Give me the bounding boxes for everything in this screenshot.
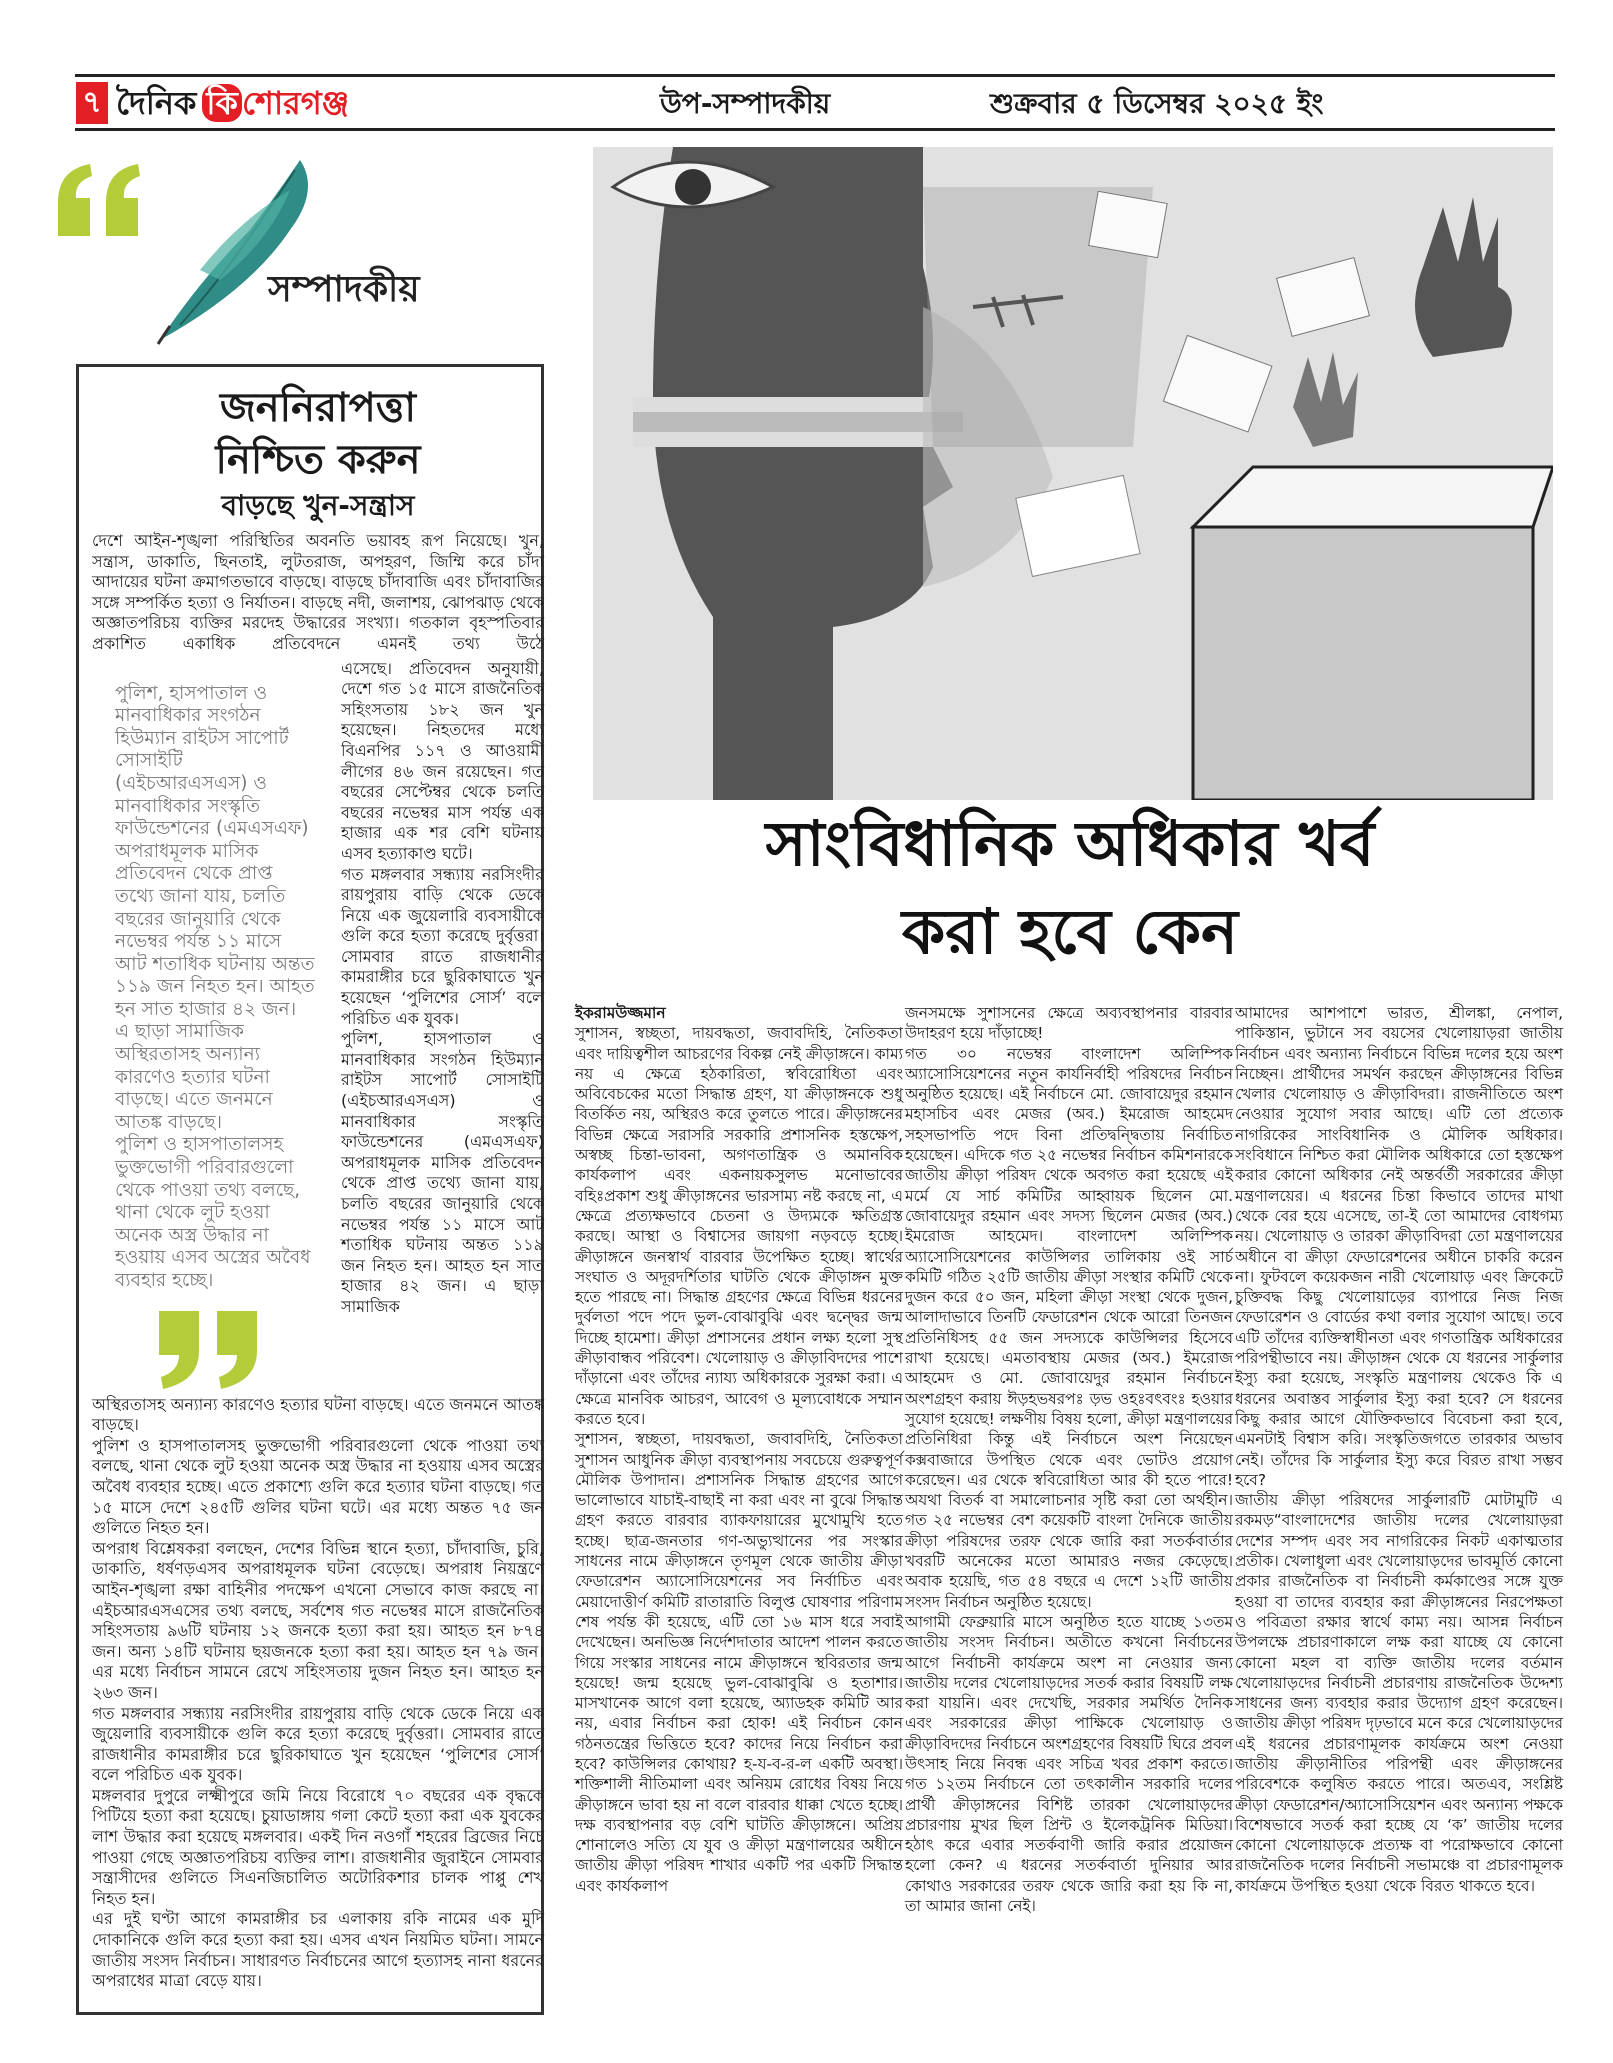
editorial-box (76, 364, 544, 2015)
article-column-2 (905, 1003, 1233, 1916)
newspaper-logo (116, 80, 349, 126)
paragraph: পুলিশ ও হাসপাতালসহ ভুক্তভোগী পরিবারগুলো থেকে পাওয়া তথ্য বলছে, থানা থেকে লুট হওয়া অনেক অস্ত্র উদ্ধার না হওয়ায় এসব অস্ত্রের অবৈধ ব্যবহার হচ্ছে। এতে প্রকাশ্যে গুলি করে হত্যার ঘটনা বাড়ছে। গত ১৫ মাসে দেশে ২৪৫টি গুলির ঘটনা ঘটে। এর মধ্যে অন্তত ৭৫ জন গুলিতে নিহত হন। (92, 1435, 544, 1538)
masthead-bottom-rule (75, 128, 1555, 131)
paper-name-rest: শোরগঞ্জ (241, 84, 350, 122)
pull-quote-paragraph: পুলিশ ও হাসপাতালসহ ভুক্তভোগী পরিবারগুলো থেকে পাওয়া তথ্য বলছে, থানা থেকে লুট হওয়া অনেক অস্ত্র উদ্ধার না হওয়ায় এসব অস্ত্রের অবৈধ ব্যবহার হচ্ছে। (115, 1134, 311, 1291)
page-number: ৭ (76, 82, 108, 124)
article-illustration (593, 147, 1553, 800)
paragraph: গত মঙ্গলবার সন্ধ্যায় নরসিংদীর রায়পুরায় বাড়ি থেকে ডেকে নিয়ে এক জুয়েলারি ব্যবসায়ীকে গুলি করে হত্যা করেছে দুর্বৃত্তরা। সোমবার রাতে রাজধানীর কামরাঙ্গীর চরে ছুরিকাঘাতে খুন হয়েছেন ‘পুলিশের সোর্স’ বলে পরিচিত এক যুবক। (341, 864, 544, 1028)
pull-quote (115, 683, 315, 1391)
paragraph: আগামী ফেব্রুয়ারি মাসে অনুষ্ঠিত হতে যাচ্ছে ১৩তম জাতীয় সংসদ নির্বাচন। অতীতে কখনো নির্বাচনের আগে নির্বাচনী কার্যক্রমে অংশ না নেওয়ার জন্য জাতীয় দলের খেলোয়াড়দের সতর্ক করার বিষয়টি লক্ষ করা যায়নি। এবং দেখেছি, সরকার সমর্থিত দৈনিক এবং সরকারের ক্রীড়া পাক্ষিকে খেলোয়াড় ও ক্রীড়াবিদদের নির্বাচনে অংশগ্রহণের বিষয়টি ঘিরে প্রবল উৎসাহ নিয়ে নিবন্ধ এবং সচিত্র খবর প্রকাশ করতে। গত ১২তম নির্বাচনে তো তৎকালীন সরকারি দলের প্রার্থী ক্রীড়াঙ্গনের বিশিষ্ট তারকা খেলোয়াড়দের প্রচারণায় মুখর ছিল প্রিন্ট ও ইলেকট্রনিক মিডিয়া। হঠাৎ করে এবার সতর্কবাণী জারি করার প্রয়োজন হলো কেন? এ ধরনের সতর্কবার্তা দুনিয়ার আর কোথাও সরকারের তরফ থেকে জারি করা হয় কি না, তা আমার জানা নেই। (905, 1612, 1233, 1916)
issue-date: শুক্রবার ৫ ডিসেম্বর ২০২৫ ইং (990, 87, 1324, 120)
headline-line2: করা হবে কেন (901, 895, 1239, 968)
editorial-intro (92, 531, 544, 655)
masthead-top-rule (75, 74, 1555, 77)
editorial-label: সম্পাদকীয় (268, 269, 420, 310)
paragraph: জাতীয় ক্রীড়া পরিষদের সার্কুলারটি মোটামুটি এ রকমড়“বাংলাদেশের জাতীয় দলের খেলোয়াড়রা দেশের সম্পদ এবং সব নাগরিকের নিকট একাত্মতার প্রতীক। খেলাধুলা এবং খেলোয়াড়দের ভাবমূর্তি কোনো প্রকার রাজনৈতিক বা নির্বাচনী কর্মকাণ্ডের সঙ্গে যুক্ত হওয়া বা তাদের ব্যবহার করা ক্রীড়াঙ্গনের নিরপেক্ষতা ও পবিত্রতা রক্ষার স্বার্থে কাম্য নয়। আসন্ন নির্বাচন উপলক্ষে প্রচারণাকালে লক্ষ করা যাচ্ছে যে কোনো কোনো মহল বা ব্যক্তি জাতীয় দলের বর্তমান খেলোয়াড়দের নির্বাচনী প্রচারণায় রাজনৈতিক উদ্দেশ্য সাধনের জন্য ব্যবহার করার উদ্যোগ গ্রহণ করেছেন। জাতীয় ক্রীড়া পরিষদ দৃঢ়ভাবে মনে করে খেলোয়াড়দের এই ধরনের প্রচারণামূলক কার্যক্রমে অংশ নেওয়া জাতীয় ক্রীড়ানীতির পরিপন্থী এবং ক্রীড়াঙ্গনের পরিবেশকে কলুষিত করতে পারে। অতএব, সংশ্লিষ্ট ক্রীড়া ফেডারেশন/অ্যাসোসিয়েশন এবং অন্যান্য পক্ষকে বিশেষভাবে সতর্ক করা হচ্ছে যে ‘ক’ জাতীয় দলের কোনো খেলোয়াড়কে প্রত্যক্ষ বা পরোক্ষভাবে কোনো রাজনৈতিক দলের নির্বাচনী সভামঞ্চে বা প্রচারণামূলক কার্যক্রমে উপস্থিত হওয়া থেকে বিরত থাকতে হবে। (1235, 1491, 1563, 1895)
paper-prefix: দৈনিক (116, 84, 197, 122)
paragraph: অপরাধ বিশ্লেষকরা বলছেন, দেশের বিভিন্ন স্থানে হত্যা, চাঁদাবাজি, চুরি, ডাকাতি, ধর্ষণড়এসব অপরাধমূলক ঘটনা বেড়েছে। অপরাধ নিয়ন্ত্রণে আইন-শৃঙ্খলা রক্ষা বাহিনীর পদক্ষেপ এখনো সেভাবে কাজ করছে না। এইচআরএসএসের তথ্য বলছে, সর্বশেষ গত নভেম্বর মাসে রাজনৈতিক সহিংসতায় ৯৬টি ঘটনায় ১২ জনকে হত্যা করা হয়। আহত হন ৮৭৪ জন। অন্য ১৪টি ঘটনায় ছয়জনকে হত্যা করা হয়। আহত হন ৭৯ জন। এর মধ্যে নির্বাচন সামনে রেখে সহিংসতায় দুজন নিহত হন। আহত হন ২৬৩ জন। (92, 1538, 544, 1702)
quote-close-icon (155, 1311, 265, 1391)
paragraph: অস্থিরতাসহ অন্যান্য কারণেও হত্যার ঘটনা বাড়ছে। এতে জনমনে আতঙ্ক বাড়ছে। (92, 1394, 544, 1435)
paragraph: সুশাসন, স্বচ্ছতা, দায়বদ্ধতা, জবাবদিহি, নৈতিকতা সুশাসন আধুনিক ক্রীড়া ব্যবস্থাপনায় সবচেয়ে গুরুত্বপূর্ণ মৌলিক উপাদান। প্রশাসনিক সিদ্ধান্ত গ্রহণের আগে ভালোভাবে যাচাই-বাছাই না করা এবং না বুঝে সিদ্ধান্ত গ্রহণ করতে বারবার ব্যাকফায়ারের মুখোমুখি হতে হচ্ছে। ছাত্র-জনতার গণ-অভ্যুত্থানের পর সংস্কার সাধনের নামে ক্রীড়াঙ্গনে তৃণমূল থেকে জাতীয় ক্রীড়া ফেডারেশন অ্যাসোসিয়েশনের সব নির্বাচিত এবং মেয়াদোত্তীর্ণ কমিটি রাতারাতি বিলুপ্ত ঘোষণার পরিণাম শেষ পর্যন্ত কী হয়েছে, এটি তো ১৬ মাস ধরে সবাই দেখেছেন। অনভিজ্ঞ নির্দেশদাতার আদেশ পালন করতে গিয়ে সংস্কার সাধনের নামে ক্রীড়াঙ্গনে স্থবিরতার জন্ম হয়েছে! জন্ম হয়েছে ভুল-বোঝাবুঝি ও হতাশার। মাসখানেক আগে বলা হয়েছে, অ্যাডহক কমিটি আর নয়, এবার নির্বাচন করা হোক! এই নির্বাচন কোন গঠনতন্ত্রের ভিত্তিতে হবে? কাদের নিয়ে নির্বাচন করা হবে? কাউন্সিলর কোথায়? হ-য-ব-র-ল একটি অবস্থা। শক্তিশালী নীতিমালা এবং অনিয়ম রোধের বিষয় নিয়ে ক্রীড়াঙ্গনে ভাবা হয় না বলে বারবার ধাক্কা খেতে হচ্ছে। দক্ষ ব্যবস্থাপনার বড় বেশি ঘাটতি ক্রীড়াঙ্গনে। অপ্রিয় শোনালেও সত্যি যে যুব ও ক্রীড়া মন্ত্রণালয়ের অধীনে জাতীয় ক্রীড়া পরিষদ শাখার একটি পর একটি সিদ্ধান্ত এবং কার্যকলাপ (575, 1430, 903, 1895)
paper-name-highlight: কি (202, 84, 242, 122)
quote-open-icon (58, 164, 140, 236)
paragraph: মঙ্গলবার দুপুরে লক্ষ্মীপুরে জমি নিয়ে বিরোধে ৭০ বছরের এক বৃদ্ধকে পিটিয়ে হত্যা করা হয়েছে। চুয়াডাঙ্গায় গলা কেটে হত্যা করা এক যুবকের লাশ উদ্ধার করা হয়েছে মঙ্গলবার। একই দিন নওগাঁ শহরের ব্রিজের নিচে পাওয়া গেছে অজ্ঞাতপরিচয় ব্যক্তির লাশ। রাজধানীর জুরাইনে সোমবার সন্ত্রাসীদের গুলিতে সিএনজিচালিত অটোরিকশার চালক পাপ্পু শেখ নিহত হন। (92, 1785, 544, 1908)
headline-line1: সাংবিধানিক অধিকার খর্ব (765, 807, 1375, 880)
article-headline (640, 800, 1500, 976)
pull-quote-paragraph: পুলিশ, হাসপাতাল ও মানবাধিকার সংগঠন হিউম্যান রাইটস সাপোর্ট সোসাইটি (এইচআরএসএস) ও মানবাধিকার সংস্কৃতি ফাউন্ডেশনের (এমএসএফ) অপরাধমূলক মাসিক প্রতিবেদন থেকে প্রাপ্ত তথ্যে জানা যায়, চলতি বছরের জানুয়ারি থেকে নভেম্বর পর্যন্ত ১১ মাসে আট শতাধিক ঘটনায় অন্তত ১১৯ জন নিহত হন। আহত হন সাত হাজার ৪২ জন। এ ছাড়া সামাজিক অস্থিরতাসহ অন্যান্য কারণেও হত্যার ঘটনা বাড়ছে। এতে জনমনে আতঙ্ক বাড়ছে। (115, 682, 315, 1133)
editorial-title-line1: জননিরাপত্তা (220, 385, 416, 431)
article-column-3 (1235, 1003, 1563, 1896)
paragraph: গত মঙ্গলবার সন্ধ্যায় নরসিংদীর রায়পুরায় বাড়ি থেকে ডেকে নিয়ে এক জুয়েলারি ব্যবসায়ীকে গুলি করে হত্যা করেছে দুর্বৃত্তরা। সোমবার রাতে রাজধানীর কামরাঙ্গীর চরে ছুরিকাঘাতে খুন হয়েছেন ‘পুলিশের সোর্স’ বলে পরিচিত এক যুবক। (92, 1703, 544, 1785)
paragraph: জনসমক্ষে সুশাসনের ক্ষেত্রে অব্যবস্থাপনার বারবার উদাহরণ হয়ে দাঁড়াচ্ছে! (905, 1004, 1233, 1043)
paragraph: এসেছে। প্রতিবেদন অনুযায়ী, দেশে গত ১৫ মাসে রাজনৈতিক সহিংসতায় ১৮২ জন খুন হয়েছেন। নিহতদের মধ্যে বিএনপির ১১৭ ও আওয়ামী লীগের ৪৬ জন রয়েছেন। গত বছরের সেপ্টেম্বর থেকে চলতি বছরের নভেম্বর মাস পর্যন্ত এক হাজার এক শর বেশি ঘটনায় এসব হত্যাকাণ্ড ঘটে। (341, 658, 544, 863)
article-column-1 (575, 1003, 903, 1896)
editorial-bottom-text (92, 1395, 544, 1992)
section-name: উপ-সম্পাদকীয় (660, 87, 831, 120)
editorial-split (92, 659, 544, 1391)
paragraph: সুশাসন, স্বচ্ছতা, দায়বদ্ধতা, জবাবদিহি, নৈতিকতা এবং দায়িত্বশীল আচরণের বিকল্প নেই ক্রীড়াঙ্গনে। কাম্য নয় এ ক্ষেত্রে হঠকারিতা, স্ববিরোধিতা এবং অবিবেচকের মতো সিদ্ধান্ত গ্রহণ, যা ক্রীড়াঙ্গনকে শুধু বিতর্কিত নয়, অস্থিরও করে তুলতে পারে। ক্রীড়াঙ্গনের বিভিন্ন ক্ষেত্রে সরাসরি সরকারি প্রশাসনিক হস্তক্ষেপ, অস্বচ্ছ চিন্তা-ভাবনা, অগণতান্ত্রিক ও অমানবিক কার্যকলাপ এবং একনায়কসুলভ মনোভাবের বহিঃপ্রকাশ শুধু ক্রীড়াঙ্গনের ভারসাম্য নষ্ট করছে না, এ ক্ষেত্রে প্রত্যক্ষভাবে চেতনা ও উদ্যমকে ক্ষতিগ্রস্ত করছে। আস্থা ও বিশ্বাসের জায়গা নড়বড়ে হচ্ছে। ক্রীড়াঙ্গনে জনস্বার্থ বারবার উপেক্ষিত হচ্ছে। স্বার্থের সংঘাত ও অদূরদর্শিতার ঘাটতি থেকে ক্রীড়াঙ্গন মুক্ত হতে পারছে না। সিদ্ধান্ত গ্রহণের ক্ষেত্রে বিভিন্ন ধরনের দুর্বলতা পদে পদে ভুল-বোঝাবুঝি এবং দ্বন্দ্বের জন্ম দিচ্ছে হামেশা। ক্রীড়া প্রশাসনের প্রধান লক্ষ্য হলো সুস্থ ক্রীড়াবান্ধব পরিবেশ। খেলোয়াড় ও ক্রীড়াবিদদের পাশে দাঁড়ানো এবং তাঁদের ন্যায্য অধিকারকে সুরক্ষা করা। এ ক্ষেত্রে মানবিক আচরণ, আবেগ ও মূল্যবোধকে সম্মান করতে হবে। (575, 1024, 903, 1428)
paragraph: আমাদের আশপাশে ভারত, শ্রীলঙ্কা, নেপাল, পাকিস্তান, ভুটানে সব বয়সের খেলোয়াড়রা জাতীয় নির্বাচন এবং অন্যান্য নির্বাচনে বিভিন্ন দলের হয়ে অংশ নিচ্ছেন। প্রার্থীদের সমর্থন করছেন ক্রীড়াঙ্গনের বিভিন্ন খেলার খেলোয়াড় ও ক্রীড়াবিদরা। রাজনীতিতে অংশ নেওয়ার সুযোগ সবার আছে। এটি তো প্রত্যেক নাগরিকের সাংবিধানিক ও মৌলিক অধিকার। সংবিধানে নিশ্চিত করা মৌলিক অধিকারে তো হস্তক্ষেপ করার কোনো অধিকার নেই অন্তর্বর্তী সরকারের ক্রীড়া মন্ত্রণালয়ের। এ ধরনের চিন্তা কিভাবে তাদের মাথা থেকে বের হয়ে এসেছে, তা-ই তো আমাদের বোধগম্য নয়। খেলোয়াড় ও তারকা ক্রীড়াবিদরা তো মন্ত্রণালয়ের অধীনে বা ক্রীড়া ফেডারেশনের অধীনে চাকরি করেন না। ফুটবলে কয়েকজন নারী খেলোয়াড় এবং ক্রিকেটে চুক্তিবদ্ধ কিছু খেলোয়াড়ের ব্যাপারে নিজ নিজ ফেডারেশন ও বোর্ডের কথা বলার সুযোগ আছে। তবে এটি তাঁদের ব্যক্তিস্বাধীনতা এবং গণতান্ত্রিক অধিকারের পরিপন্থীভাবে নয়। ক্রীড়াঙ্গন থেকে যে ধরনের সার্কুলার ইস্যু করা হয়েছে, সংস্কৃতি মন্ত্রণালয় থেকেও কি এ ধরনের অবাস্তব সার্কুলার ইস্যু করা হবে? সে ধরনের কিছু করার আগে যৌক্তিকভাবে বিবেচনা করা হবে, এমনটাই বিশ্বাস করি। সংস্কৃতিজগতে তারকার অভাব নেই। তাঁদের কি সার্কুলার ইস্যু করে বিরত রাখা সম্ভব হবে? (1235, 1004, 1563, 1489)
editorial-title-line2: নিশ্চিত করুন (215, 437, 421, 483)
article-byline: ইকরামউজ্জমান (575, 1004, 666, 1022)
paragraph: এর দুই ঘণ্টা আগে কামরাঙ্গীর চর এলাকায় রকি নামের এক মুদি দোকানিকে গুলি করে হত্যা করা হয়। এসব এখন নিয়মিত ঘটনা। সামনে জাতীয় সংসদ নির্বাচন। সাধারণত নির্বাচনের আগে হত্যাসহ নানা ধরনের অপরাধের মাত্রা বেড়ে যায়। (92, 1909, 544, 1991)
editorial-narrow-column (341, 659, 544, 1391)
paragraph: গত ৩০ নভেম্বর বাংলাদেশ অলিম্পিক অ্যাসোসিয়েশনের নতুন কার্যনির্বাহী পরিষদের নির্বাচন অনুষ্ঠিত হয়েছে। এই নির্বাচনে মো. জোবায়েদুর রহমান মহাসচিব এবং মেজর (অব.) ইমরোজ আহমেদ সহসভাপতি পদে বিনা প্রতিদ্বন্দ্বিতায় নির্বাচিত হয়েছেন। এদিকে গত ২৫ নভেম্বর নির্বাচন কমিশনারকে জাতীয় ক্রীড়া পরিষদ থেকে অবগত করা হয়েছে এই মর্মে যে সার্চ কমিটির আহ্বায়ক ছিলেন মো. জোবায়েদুর রহমান এবং সদস্য ছিলেন মেজর (অব.) ইমরোজ আহমেদ। বাংলাদেশ অলিম্পিক অ্যাসোসিয়েশনের কাউন্সিলর তালিকায় ওই সার্চ কমিটি গঠিত ২৫টি জাতীয় ক্রীড়া সংস্থার কমিটি থেকে দুজন করে ৫০ জন, মহিলা ক্রীড়া সংস্থা থেকে দুজন, আলাদাভাবে তিনটি ফেডারেশন থেকে আরো তিনজন প্রতিনিধিসহ ৫৫ জন সদস্যকে কাউন্সিলর হিসেবে রাখা হয়েছে। এমতাবস্থায় মেজর (অব.) ইমরোজ আহমেদ ও মো. জোবায়েদুর রহমান নির্বাচনে অংশগ্রহণ করায় ঈড়হভষরপঃ ড়ভ ওহঃবৎবংঃ হওয়ার সুযোগ হয়েছে! লক্ষণীয় বিষয় হলো, ক্রীড়া মন্ত্রণালয়ের প্রতিনিধিরা কিন্তু এই নির্বাচনে অংশ নিয়েছেন কক্সবাজারে উপস্থিত থেকে এবং ভোটও প্রয়োগ করেছেন। এর থেকে স্ববিরোধিতা আর কী হতে পারে! অযথা বিতর্ক বা সমালোচনার সৃষ্টি করা তো অর্থহীন। গত ২৫ নভেম্বর বেশ কয়েকটি বাংলা দৈনিকে জাতীয় ক্রীড়া পরিষদের তরফ থেকে জারি করা সতর্কবার্তার খবরটি অনেকের মতো আমারও নজর কেড়েছে। অবাক হয়েছি, গত ৫৪ বছরে এ দেশে ১২টি জাতীয় সংসদ নির্বাচন অনুষ্ঠিত হয়েছে। (905, 1044, 1233, 1611)
editorial-subtitle: বাড়ছে খুন-সন্ত্রাস (221, 489, 415, 522)
paragraph: দেশে আইন-শৃঙ্খলা পরিস্থিতির অবনতি ভয়াবহ রূপ নিয়েছে। খুন, সন্ত্রাস, ডাকাতি, ছিনতাই, লুটতরাজ, অপহরণ, জিম্মি করে চাঁদা আদায়ের ঘটনা ক্রমাগতভাবে বাড়ছে। বাড়ছে চাঁদাবাজি এবং চাঁদাবাজির সঙ্গে সম্পর্কিত হত্যা ও নির্যাতন। বাড়ছে নদী, জলাশয়, ঝোপঝাড় থেকে অজ্ঞাতপরিচয় ব্যক্তির মরদেহ উদ্ধারের সংখ্যা। গতকাল বৃহস্পতিবার প্রকাশিত একাধিক প্রতিবেদনে এমনই তথ্য উঠে (92, 531, 544, 653)
paragraph: পুলিশ, হাসপাতাল ও মানবাধিকার সংগঠন হিউম্যান রাইটস সাপোর্ট সোসাইটি (এইচআরএসএস) ও মানবাধিকার সংস্কৃতি ফাউন্ডেশনের (এমএসএফ) অপরাধমূলক মাসিক প্রতিবেদন থেকে প্রাপ্ত তথ্যে জানা যায়, চলতি বছরের জানুয়ারি থেকে নভেম্বর পর্যন্ত ১১ মাসে আট শতাধিক ঘটনায় অন্তত ১১৯ জন নিহত হন। আহত হন সাত হাজার ৪২ জন। এ ছাড়া সামাজিক (341, 1029, 544, 1316)
